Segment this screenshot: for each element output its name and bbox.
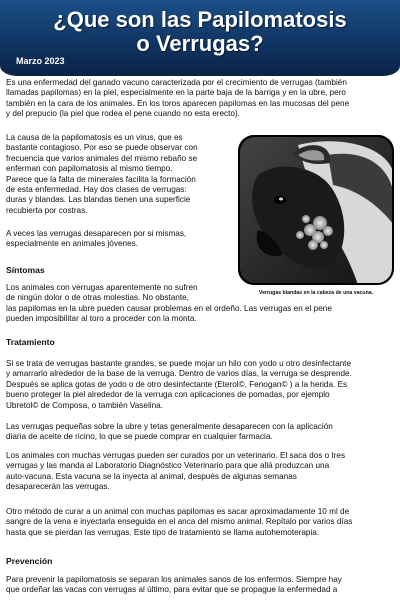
tratamiento-line: Ubretol© de Composa, o también Vaselina. xyxy=(6,400,163,410)
title-line-1: ¿Que son las Papilomatosis xyxy=(53,7,347,32)
intro-paragraph xyxy=(6,78,394,120)
cause-line: frecuencia que varios animales del mismo rebaño se xyxy=(6,153,198,163)
tratamiento-line: Las verrugas pequeñas sobre la ubre y tetas generalmente desaparecen con la aplicación xyxy=(6,422,333,431)
tratamiento-line: Después se aplica gotas de yodo o de otro desinfectante (Eterol©, Fenogan© ) a la herida. Es xyxy=(6,379,348,389)
cause-line: de esta enfermedad. Hay dos clases de verrugas: xyxy=(6,185,187,195)
intro-line: y del prepucio (la piel que rodea el pene cuando no esta erecto). xyxy=(6,109,240,119)
tratamiento-paragraph-1 xyxy=(6,359,394,411)
sintomas-line: de ningún dolor o de otras molestias. No obstante, xyxy=(6,293,189,303)
tratamiento-line: bueno proteger la piel alrededor de la verruga con aplicaciones de pomadas, por ejemplo xyxy=(6,390,330,400)
intro-line: llamadas papilomas) en la piel, especialmente en la parte baja de la barriga y en la ubre, pero xyxy=(6,88,346,98)
cow-illustration xyxy=(238,135,394,285)
sintomas-heading: Síntomas xyxy=(6,265,45,275)
cause-line: La causa de la papilomatosis es un virus, que es xyxy=(6,133,183,142)
tratamiento-line: verrugas y las manda al Laboratorio Diagnóstico Veterinario para que allá produzcan una xyxy=(6,461,330,471)
disappear-paragraph xyxy=(6,229,234,250)
header-banner xyxy=(0,0,400,76)
tratamiento-heading: Tratamiento xyxy=(6,337,55,347)
tratamiento-line: auto-vacuna. Esta vacuna se la inyecta al animal, después de algunas semanas xyxy=(6,471,297,481)
tratamiento-paragraph-3 xyxy=(6,451,394,493)
prevencion-heading: Prevención xyxy=(6,556,53,566)
tratamiento-paragraph-2 xyxy=(6,422,394,443)
prevencion-paragraph xyxy=(6,575,394,596)
tratamiento-line: y amarrarlo alrededor de la base de la verruga. Dentro de varios días, la verruga se desprende. xyxy=(6,369,352,379)
tratamiento-line: diaria de aceite de ricino, lo que se puede comprar en cualquier farmacia. xyxy=(6,432,273,442)
figure-caption: Verrugas blandas en la cabeza de una vacuna. xyxy=(258,290,374,296)
tratamiento-line: Si se trata de verrugas bastante grandes, se puede mojar un hilo con yodo u otro desinfectante xyxy=(6,359,352,368)
cause-line: Parece que la falta de minerales facilita la formación xyxy=(6,174,196,184)
sintomas-line: las papilomas en la ubre pueden causar problemas en el ordeño. Las verrugas en el pene xyxy=(6,303,332,313)
tratamiento-line: Otro método de curar a un animal con muchas papilomas es sacar aproximadamente 10 ml de xyxy=(6,507,350,516)
tratamiento-paragraph-4 xyxy=(6,507,394,538)
sintomas-line: Los animales con verrugas aparentemente no sufren xyxy=(6,283,198,292)
intro-line: Es una enfermedad del ganado vacuno caracterizada por el crecimiento de verrugas (también xyxy=(6,78,347,87)
cause-line: enferman con papilomatosis al mismo tiempo. xyxy=(6,164,173,174)
tratamiento-line: hasta que se pierdan las verrugas. Este tipo de tratamiento se llama autohemoterapia. xyxy=(6,527,320,537)
cause-line: bastante contagioso. Por eso se puede observar con xyxy=(6,143,198,153)
title-line-2: o Verrugas? xyxy=(136,31,264,56)
page-title xyxy=(0,8,400,56)
prevencion-line: Para prevenir la papilomatosis se separan los animales sanos de los enfermos. Siempre hay xyxy=(6,575,342,584)
sintomas-line: pueden imposibilitar al toro a proceder con la monta. xyxy=(6,314,197,324)
tratamiento-line: desaparecerán las verrugas. xyxy=(6,482,110,492)
tratamiento-line: Los animales con muchas verrugas pueden ser curados por un veterinario. El saca dos o tres xyxy=(6,451,346,460)
prevencion-line: que ordeñar las vacas con verrugas al último, para evitar que se propague la enfermedad a xyxy=(6,585,338,595)
tratamiento-line: sangre de la vena e inyectarla enseguida en el anca del mismo animal. Repítalo por varios días xyxy=(6,517,353,527)
cause-paragraph xyxy=(6,133,234,216)
cow-photo xyxy=(238,135,394,285)
sintomas-paragraph xyxy=(6,283,394,325)
disappear-line: A veces las verrugas desaparecen por si mismas, xyxy=(6,229,187,238)
cause-line: recubierta por costras. xyxy=(6,205,88,215)
date-label: Marzo 2023 xyxy=(16,56,65,66)
intro-line: también en la cara de los animales. En los toros aparecen papilomas en las mucosas del pene xyxy=(6,98,350,108)
cause-line: duras y blandas. Las blandas tienen una superficie xyxy=(6,195,191,205)
disappear-line: especialmente en animales jóvenes. xyxy=(6,239,138,249)
